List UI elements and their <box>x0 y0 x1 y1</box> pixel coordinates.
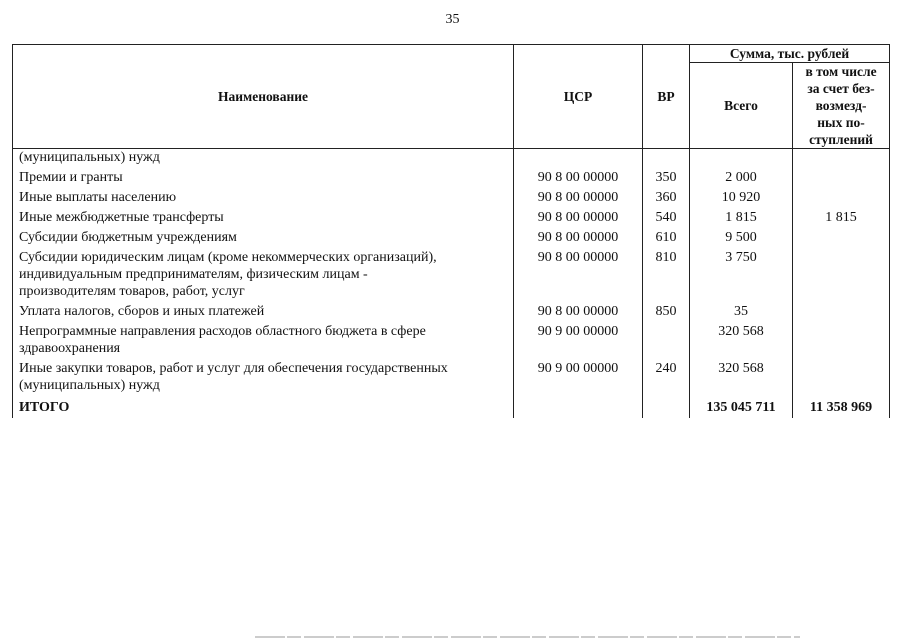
header-incl <box>793 63 890 149</box>
page-number: 35 <box>445 12 460 27</box>
row-incl <box>793 149 890 169</box>
row-name: Уплата налогов, сборов и иных платежей <box>13 302 514 322</box>
table-row <box>13 168 890 188</box>
table-row <box>13 188 890 208</box>
row-incl <box>793 302 890 322</box>
total-vr-empty <box>643 396 690 418</box>
total-amount: 135 045 711 <box>690 396 793 418</box>
scan-edge-line <box>0 600 905 640</box>
header-incl-line: за счет без- <box>807 81 875 96</box>
row-incl: 1 815 <box>793 208 890 228</box>
total-label: ИТОГО <box>13 396 514 418</box>
row-total: 35 <box>690 302 793 322</box>
row-vr <box>643 149 690 169</box>
header-incl-line: возмезд- <box>815 98 867 113</box>
row-total: 320 568 <box>690 359 793 396</box>
total-incl-amount: 11 358 969 <box>793 396 890 418</box>
row-incl <box>793 248 890 302</box>
row-total: 9 500 <box>690 228 793 248</box>
row-csr: 90 8 00 00000 <box>514 228 643 248</box>
row-vr: 360 <box>643 188 690 208</box>
header-total: Всего <box>690 63 793 149</box>
table-row <box>13 228 890 248</box>
row-name: Иные выплаты населению <box>13 188 514 208</box>
row-csr <box>514 149 643 169</box>
row-total <box>690 149 793 169</box>
row-vr: 240 <box>643 359 690 396</box>
header-incl-line: ступлений <box>809 132 873 147</box>
table-row <box>13 359 890 396</box>
row-incl <box>793 359 890 396</box>
row-name: Субсидии бюджетным учреждениям <box>13 228 514 248</box>
row-csr: 90 8 00 00000 <box>514 208 643 228</box>
header-vr: ВР <box>643 45 690 149</box>
table-row <box>13 149 890 169</box>
row-csr: 90 8 00 00000 <box>514 248 643 302</box>
table-row <box>13 302 890 322</box>
row-vr <box>643 322 690 359</box>
row-total: 320 568 <box>690 322 793 359</box>
row-vr: 610 <box>643 228 690 248</box>
row-vr: 850 <box>643 302 690 322</box>
row-name: Премии и гранты <box>13 168 514 188</box>
row-total: 10 920 <box>690 188 793 208</box>
row-name-line: здравоохранения <box>19 341 121 356</box>
row-csr: 90 8 00 00000 <box>514 302 643 322</box>
row-total: 1 815 <box>690 208 793 228</box>
header-csr: ЦСР <box>514 45 643 149</box>
total-row <box>13 396 890 418</box>
row-vr: 350 <box>643 168 690 188</box>
header-incl-line: в том числе <box>805 64 877 79</box>
row-csr: 90 9 00 00000 <box>514 359 643 396</box>
row-csr: 90 9 00 00000 <box>514 322 643 359</box>
row-name-line: индивидуальным предпринимателям, физическим лицам - <box>19 267 368 282</box>
row-name-line: (муниципальных) нужд <box>19 378 160 393</box>
header-incl-line: ных по- <box>817 115 865 130</box>
table-row <box>13 208 890 228</box>
total-csr-empty <box>514 396 643 418</box>
row-name-line: Иные закупки товаров, работ и услуг для обеспечения государственных <box>19 361 448 376</box>
row-csr: 90 8 00 00000 <box>514 168 643 188</box>
row-total: 3 750 <box>690 248 793 302</box>
row-incl <box>793 322 890 359</box>
header-name: Наименование <box>13 45 514 149</box>
row-vr: 810 <box>643 248 690 302</box>
row-incl <box>793 228 890 248</box>
row-name <box>13 248 514 302</box>
row-vr: 540 <box>643 208 690 228</box>
row-incl <box>793 168 890 188</box>
row-name <box>13 359 514 396</box>
row-csr: 90 8 00 00000 <box>514 188 643 208</box>
row-name-line: производителям товаров, работ, услуг <box>19 284 245 299</box>
row-name: (муниципальных) нужд <box>13 149 514 169</box>
row-incl <box>793 188 890 208</box>
row-name-line: Непрограммные направления расходов областного бюджета в сфере <box>19 324 426 339</box>
row-name <box>13 322 514 359</box>
table-row <box>13 322 890 359</box>
budget-table <box>12 44 890 418</box>
row-name: Иные межбюджетные трансферты <box>13 208 514 228</box>
header-sum-group: Сумма, тыс. рублей <box>690 45 890 63</box>
row-name-line: Субсидии юридическим лицам (кроме некоммерческих организаций), <box>19 250 437 265</box>
row-total: 2 000 <box>690 168 793 188</box>
table-row <box>13 248 890 302</box>
